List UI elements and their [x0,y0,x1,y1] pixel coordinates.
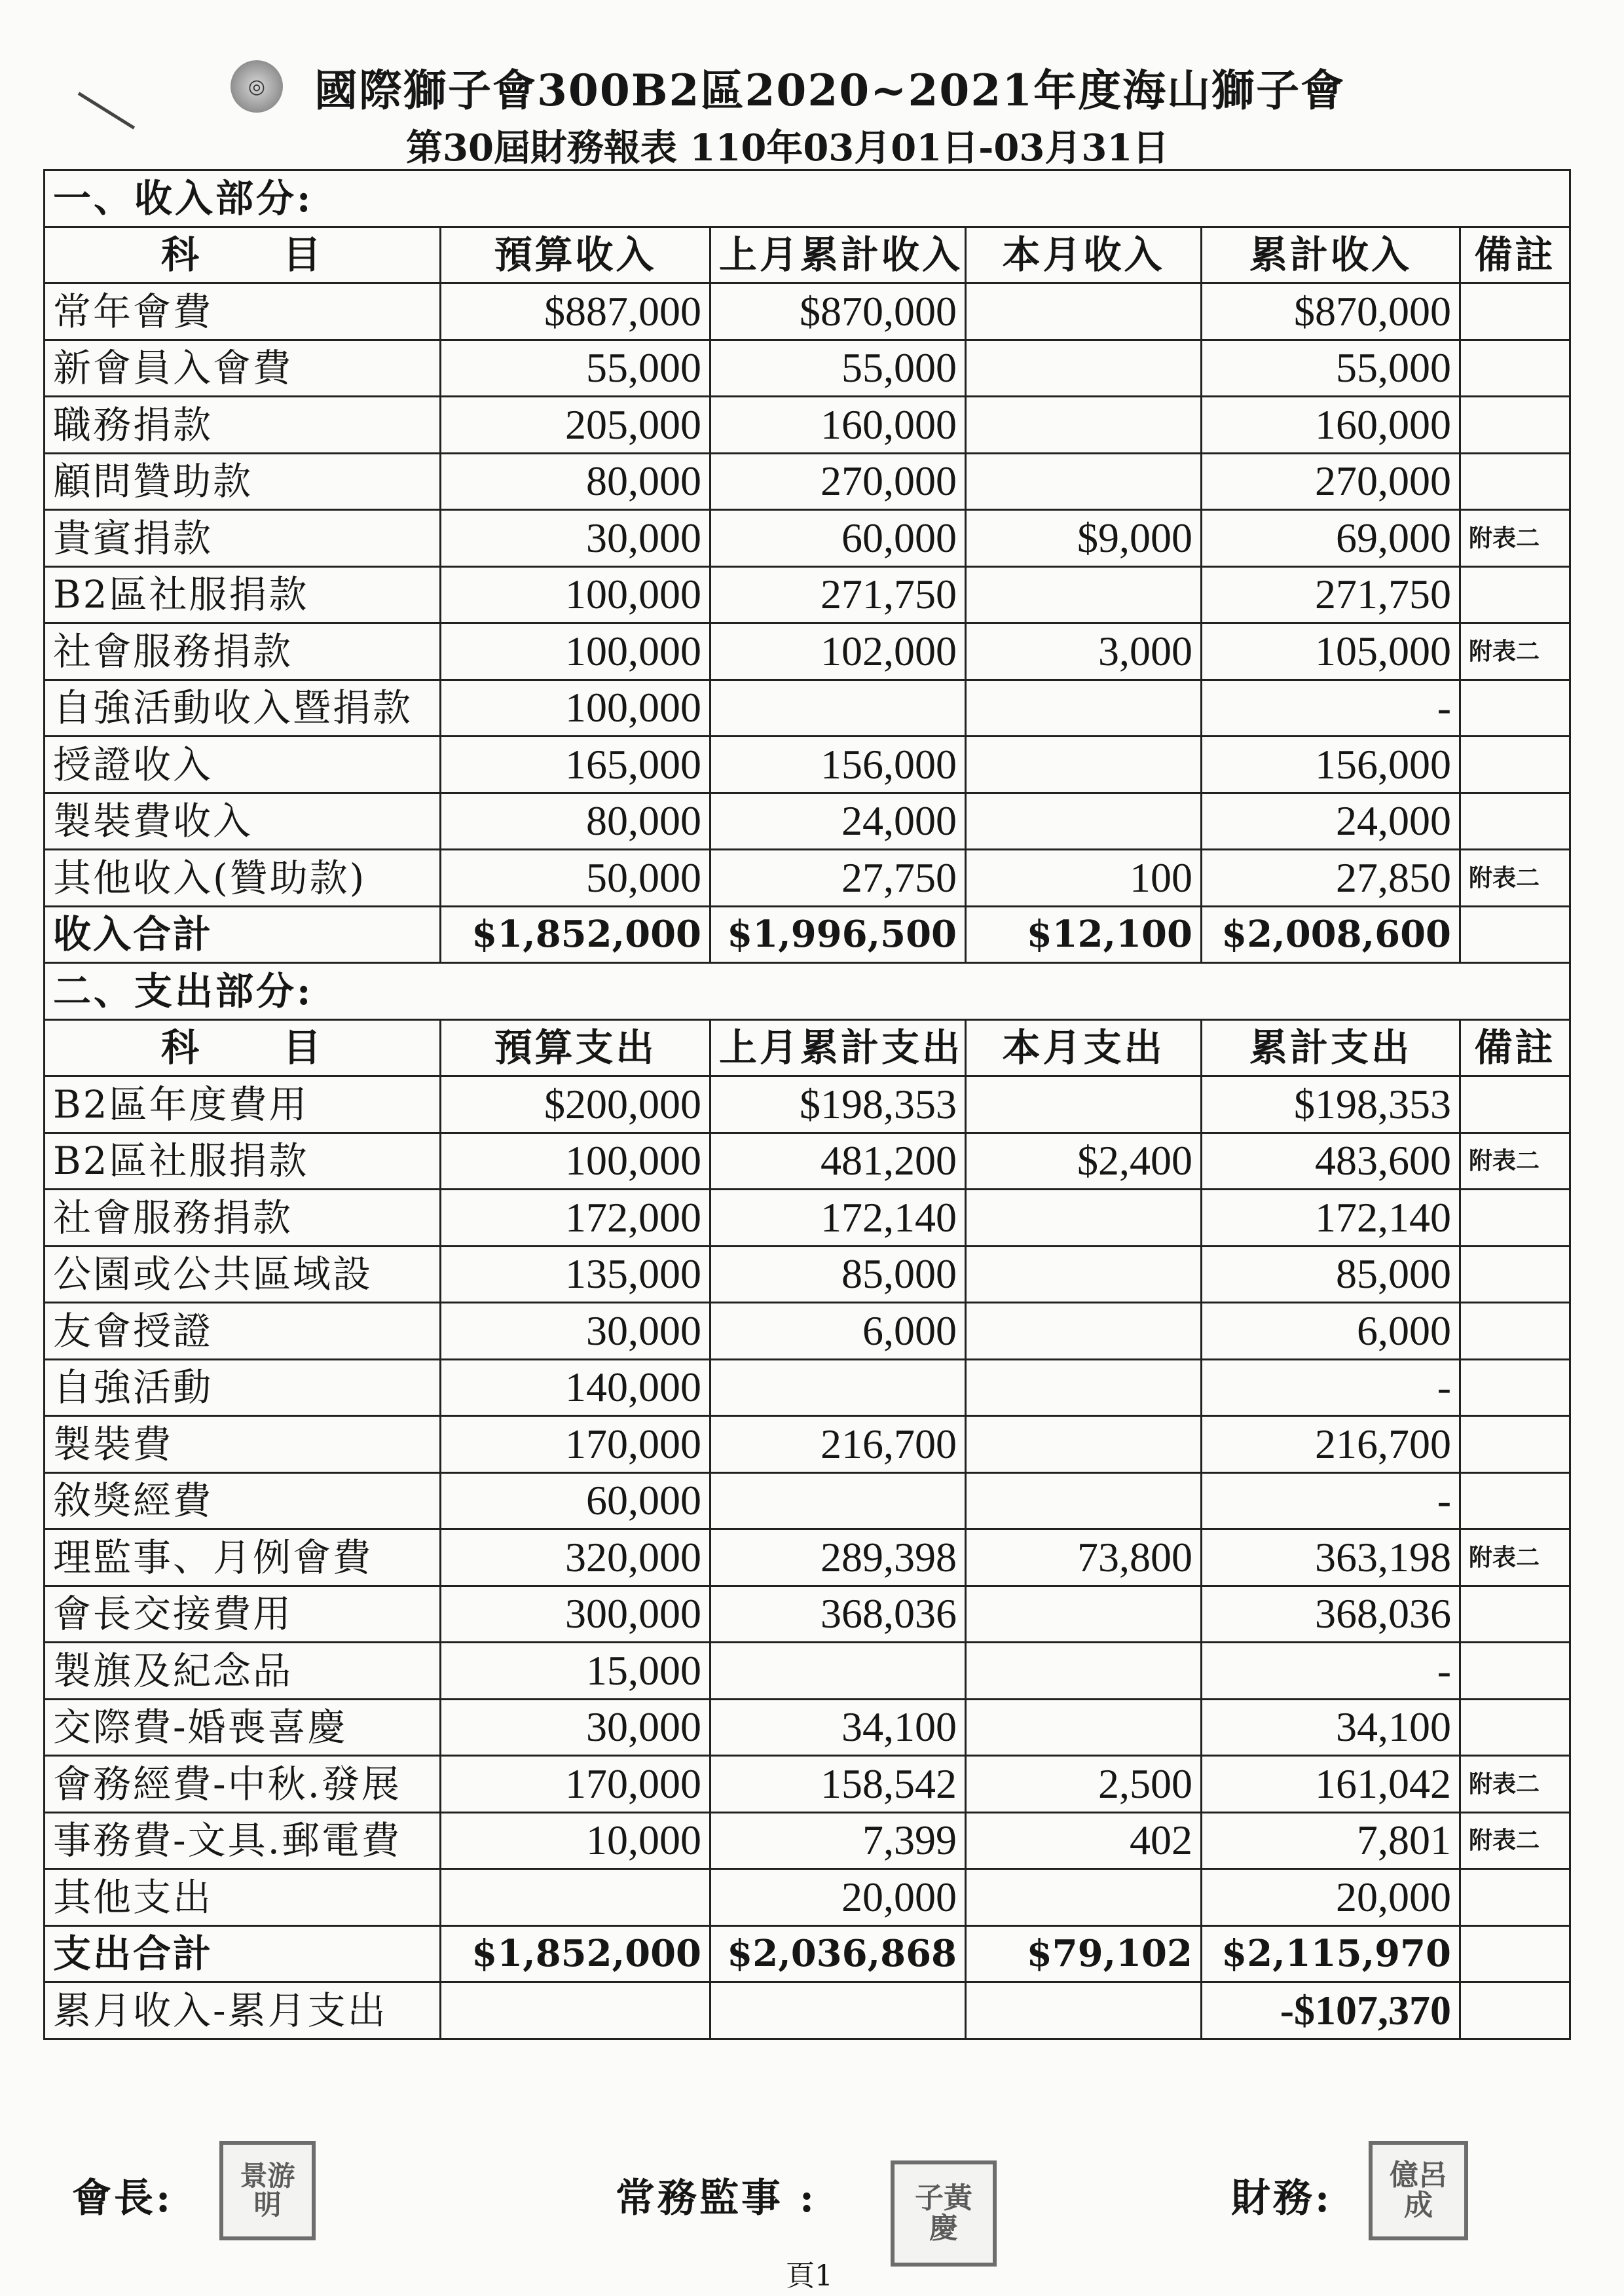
table-cell-cum: 368,036 [1202,1586,1460,1643]
table-cell-item: 製裝費收入 [45,793,441,850]
table-cell-cum: 27,850 [1202,850,1460,907]
col-header-cum: 累計收入 [1202,227,1460,283]
table-cell-budget: $200,000 [441,1076,710,1133]
table-cell-note: 附表二 [1460,1812,1570,1869]
table-cell-cum: 270,000 [1202,453,1460,510]
table-cell-item: 貴賓捐款 [45,510,441,567]
expense-header-row [45,1019,1570,1076]
table-cell-budget: 170,000 [441,1416,710,1473]
col-header-item: 科 目 [45,1019,441,1076]
table-cell-note [1460,1643,1570,1700]
table-cell-item: B2區年度費用 [45,1076,441,1133]
table-row [45,397,1570,454]
table-cell-note [1460,340,1570,397]
lions-logo-icon: ◎ [231,60,283,113]
table-row [45,737,1570,793]
table-row [45,1190,1570,1247]
table-cell-prev [710,1472,966,1529]
table-cell-cum: 34,100 [1202,1699,1460,1756]
table-cell-cum: 7,801 [1202,1812,1460,1869]
table-cell-budget: 100,000 [441,1133,710,1190]
col-header-prev: 上月累計支出 [710,1019,966,1076]
table-cell-budget: 80,000 [441,453,710,510]
table-cell-item: 理監事、月例會費 [45,1529,441,1586]
table-row [45,1756,1570,1813]
table-cell-cum: 271,750 [1202,566,1460,623]
table-cell-budget: $887,000 [441,283,710,340]
table-cell-item: 公園或公共區域設 [45,1246,441,1303]
table-row [45,1472,1570,1529]
table-cell-budget: 15,000 [441,1643,710,1700]
table-cell-note: 附表二 [1460,1529,1570,1586]
table-cell-item: 事務費-文具.郵電費 [45,1812,441,1869]
table-cell-month [966,1190,1202,1247]
table-cell-budget: 135,000 [441,1246,710,1303]
treasurer-label: 財務: [1231,2176,1333,2221]
table-cell-prev: 156,000 [710,737,966,793]
table-cell-prev: 24,000 [710,793,966,850]
table-cell-prev: 481,200 [710,1133,966,1190]
table-cell-note [1460,1869,1570,1926]
president-label: 會長: [72,2176,174,2221]
table-cell-prev: 7,399 [710,1812,966,1869]
table-cell-prev: 102,000 [710,623,966,680]
col-header-note: 備註 [1460,1019,1570,1076]
table-row [45,566,1570,623]
financial-table [43,169,1571,2040]
table-cell-note [1460,1472,1570,1529]
table-cell-item: 社會服務捐款 [45,1190,441,1247]
table-cell-item: 支出合計 [45,1925,441,1982]
table-cell-cum: $198,353 [1202,1076,1460,1133]
income-section-label: 一、收入部分: [45,170,1570,227]
table-cell-note: 附表二 [1460,1756,1570,1813]
table-cell-note: 附表二 [1460,850,1570,907]
table-cell-budget [441,1869,710,1926]
table-cell-empty [1460,1982,1570,2039]
table-cell-month [966,1869,1202,1926]
table-cell-budget: $1,852,000 [441,1925,710,1982]
table-cell-month: 402 [966,1812,1202,1869]
table-row [45,1529,1570,1586]
table-cell-prev: 172,140 [710,1190,966,1247]
table-cell-month [966,1076,1202,1133]
table-cell-month: 2,500 [966,1756,1202,1813]
table-cell-prev: $1,996,500 [710,906,966,963]
president-seal-stamp: 景游 明 [219,2141,316,2240]
col-header-cum: 累計支出 [1202,1019,1460,1076]
table-cell-budget: 60,000 [441,1472,710,1529]
table-cell-month: $12,100 [966,906,1202,963]
table-cell-prev: 368,036 [710,1586,966,1643]
table-cell-cum: 6,000 [1202,1303,1460,1360]
table-row [45,453,1570,510]
table-cell-prev: 270,000 [710,453,966,510]
table-cell-month: $79,102 [966,1925,1202,1982]
table-row [45,1416,1570,1473]
table-cell-month [966,1303,1202,1360]
table-cell-item: 敘獎經費 [45,1472,441,1529]
table-cell-budget: 165,000 [441,737,710,793]
table-cell-month [966,566,1202,623]
balance-label: 累月收入-累月支出 [45,1982,441,2039]
table-row [45,1133,1570,1190]
col-header-budget: 預算支出 [441,1019,710,1076]
table-row [45,623,1570,680]
table-cell-cum: - [1202,680,1460,737]
table-cell-item: B2區社服捐款 [45,566,441,623]
col-header-month: 本月支出 [966,1019,1202,1076]
table-cell-item: 職務捐款 [45,397,441,454]
table-cell-item: 社會服務捐款 [45,623,441,680]
table-cell-cum: 156,000 [1202,737,1460,793]
table-cell-cum: 483,600 [1202,1133,1460,1190]
table-cell-month [966,737,1202,793]
table-cell-item: 製旗及紀念品 [45,1643,441,1700]
table-cell-cum: 20,000 [1202,1869,1460,1926]
table-cell-note [1460,1925,1570,1982]
table-cell-budget: 55,000 [441,340,710,397]
table-row [45,850,1570,907]
table-cell-budget: 300,000 [441,1586,710,1643]
table-cell-item: 會長交接費用 [45,1586,441,1643]
table-cell-month [966,680,1202,737]
table-cell-empty [441,1982,710,2039]
table-row [45,340,1570,397]
table-cell-cum: - [1202,1643,1460,1700]
table-cell-cum: $870,000 [1202,283,1460,340]
table-cell-note [1460,1416,1570,1473]
page-number: 頁1 [786,2259,833,2293]
table-cell-cum: - [1202,1472,1460,1529]
report-subtitle: 第30屆財務報表 110年03月01日-03月31日 [406,126,1170,170]
col-header-prev: 上月累計收入 [710,227,966,283]
table-cell-budget: 100,000 [441,566,710,623]
table-cell-note [1460,906,1570,963]
table-cell-month [966,453,1202,510]
table-cell-cum: 24,000 [1202,793,1460,850]
table-row [45,1303,1570,1360]
table-cell-item: 新會員入會費 [45,340,441,397]
table-cell-cum: 55,000 [1202,340,1460,397]
table-cell-note [1460,566,1570,623]
table-cell-month [966,1643,1202,1700]
supervisor-seal-stamp: 子黃 慶 [891,2160,997,2267]
table-cell-budget: 80,000 [441,793,710,850]
table-cell-cum: 172,140 [1202,1190,1460,1247]
table-cell-note [1460,1359,1570,1416]
table-cell-cum: $2,115,970 [1202,1925,1460,1982]
table-cell-budget: 205,000 [441,397,710,454]
pen-mark [78,92,135,129]
table-cell-empty [710,1982,966,2039]
table-cell-prev [710,1359,966,1416]
table-cell-prev: 34,100 [710,1699,966,1756]
col-header-month: 本月收入 [966,227,1202,283]
table-cell-budget: 170,000 [441,1756,710,1813]
table-cell-item: 收入合計 [45,906,441,963]
table-cell-budget: 10,000 [441,1812,710,1869]
table-cell-prev: 55,000 [710,340,966,397]
table-cell-item: 授證收入 [45,737,441,793]
table-cell-item: 會務經費-中秋.發展 [45,1756,441,1813]
table-cell-note [1460,1246,1570,1303]
table-cell-prev: $870,000 [710,283,966,340]
expense-section-label: 二、支出部分: [45,963,1570,1020]
table-cell-month: 3,000 [966,623,1202,680]
table-cell-item: 自強活動 [45,1359,441,1416]
table-cell-month [966,1416,1202,1473]
table-cell-item: 友會授證 [45,1303,441,1360]
table-cell-budget: 30,000 [441,1699,710,1756]
table-cell-budget: 30,000 [441,1303,710,1360]
table-cell-prev: 27,750 [710,850,966,907]
table-cell-note [1460,793,1570,850]
table-cell-prev: 289,398 [710,1529,966,1586]
table-cell-budget: 50,000 [441,850,710,907]
table-cell-note [1460,1076,1570,1133]
table-cell-note [1460,1303,1570,1360]
table-row [45,1699,1570,1756]
table-cell-empty [966,1982,1202,2039]
table-row [45,1076,1570,1133]
table-cell-prev: 158,542 [710,1756,966,1813]
table-row [45,1643,1570,1700]
table-cell-budget: 100,000 [441,623,710,680]
table-cell-note [1460,737,1570,793]
table-cell-budget: $1,852,000 [441,906,710,963]
table-cell-prev [710,1643,966,1700]
table-cell-item: 其他收入(贊助款) [45,850,441,907]
table-cell-month [966,1359,1202,1416]
expense-section-row [45,963,1570,1020]
table-cell-note [1460,1190,1570,1247]
table-cell-prev: 60,000 [710,510,966,567]
table-cell-cum: 160,000 [1202,397,1460,454]
table-cell-prev: 216,700 [710,1416,966,1473]
supervisor-label: 常務監事 : [616,2176,817,2221]
table-row [45,1869,1570,1926]
expense-total-row [45,1925,1570,1982]
income-total-row [45,906,1570,963]
table-cell-month [966,793,1202,850]
table-cell-note: 附表二 [1460,1133,1570,1190]
table-cell-item: 常年會費 [45,283,441,340]
table-cell-prev: $198,353 [710,1076,966,1133]
table-cell-month [966,340,1202,397]
table-row [45,1812,1570,1869]
table-cell-cum: 161,042 [1202,1756,1460,1813]
table-cell-note [1460,397,1570,454]
table-cell-note [1460,1699,1570,1756]
table-cell-month: 73,800 [966,1529,1202,1586]
table-cell-note [1460,1586,1570,1643]
table-cell-item: B2區社服捐款 [45,1133,441,1190]
treasurer-seal-stamp: 億呂 成 [1369,2141,1468,2240]
table-cell-cum: 105,000 [1202,623,1460,680]
table-row [45,793,1570,850]
table-cell-month: $9,000 [966,510,1202,567]
table-row [45,283,1570,340]
balance-value: -$107,370 [1202,1982,1460,2039]
table-row [45,1246,1570,1303]
table-cell-item: 交際費-婚喪喜慶 [45,1699,441,1756]
table-cell-note [1460,453,1570,510]
table-cell-note [1460,283,1570,340]
table-cell-budget: 320,000 [441,1529,710,1586]
table-cell-cum: 85,000 [1202,1246,1460,1303]
table-cell-budget: 100,000 [441,680,710,737]
table-row [45,1586,1570,1643]
table-cell-cum: 69,000 [1202,510,1460,567]
col-header-item: 科 目 [45,227,441,283]
table-cell-budget: 140,000 [441,1359,710,1416]
table-cell-note: 附表二 [1460,623,1570,680]
table-cell-prev: 6,000 [710,1303,966,1360]
table-cell-note: 附表二 [1460,510,1570,567]
balance-row [45,1982,1570,2039]
table-cell-prev: 160,000 [710,397,966,454]
table-row [45,1359,1570,1416]
table-row [45,680,1570,737]
col-header-budget: 預算收入 [441,227,710,283]
table-cell-item: 其他支出 [45,1869,441,1926]
table-row [45,510,1570,567]
table-cell-month [966,1586,1202,1643]
table-cell-month [966,1246,1202,1303]
table-cell-item: 自強活動收入暨捐款 [45,680,441,737]
table-cell-cum: $2,008,600 [1202,906,1460,963]
table-cell-budget: 172,000 [441,1190,710,1247]
table-cell-month [966,1472,1202,1529]
table-cell-cum: 216,700 [1202,1416,1460,1473]
table-cell-prev: $2,036,868 [710,1925,966,1982]
table-cell-month [966,283,1202,340]
table-cell-prev: 271,750 [710,566,966,623]
table-cell-note [1460,680,1570,737]
table-cell-prev: 20,000 [710,1869,966,1926]
table-cell-month: 100 [966,850,1202,907]
table-cell-cum: - [1202,1359,1460,1416]
table-cell-prev: 85,000 [710,1246,966,1303]
table-cell-item: 製裝費 [45,1416,441,1473]
table-cell-item: 顧問贊助款 [45,453,441,510]
table-cell-month: $2,400 [966,1133,1202,1190]
table-cell-month [966,1699,1202,1756]
table-cell-budget: 30,000 [441,510,710,567]
table-cell-prev [710,680,966,737]
table-cell-month [966,397,1202,454]
income-section-row [45,170,1570,227]
table-cell-cum: 363,198 [1202,1529,1460,1586]
income-header-row [45,227,1570,283]
col-header-note: 備註 [1460,227,1570,283]
report-title: 國際獅子會300B2區2020~2021年度海山獅子會 [314,65,1346,116]
